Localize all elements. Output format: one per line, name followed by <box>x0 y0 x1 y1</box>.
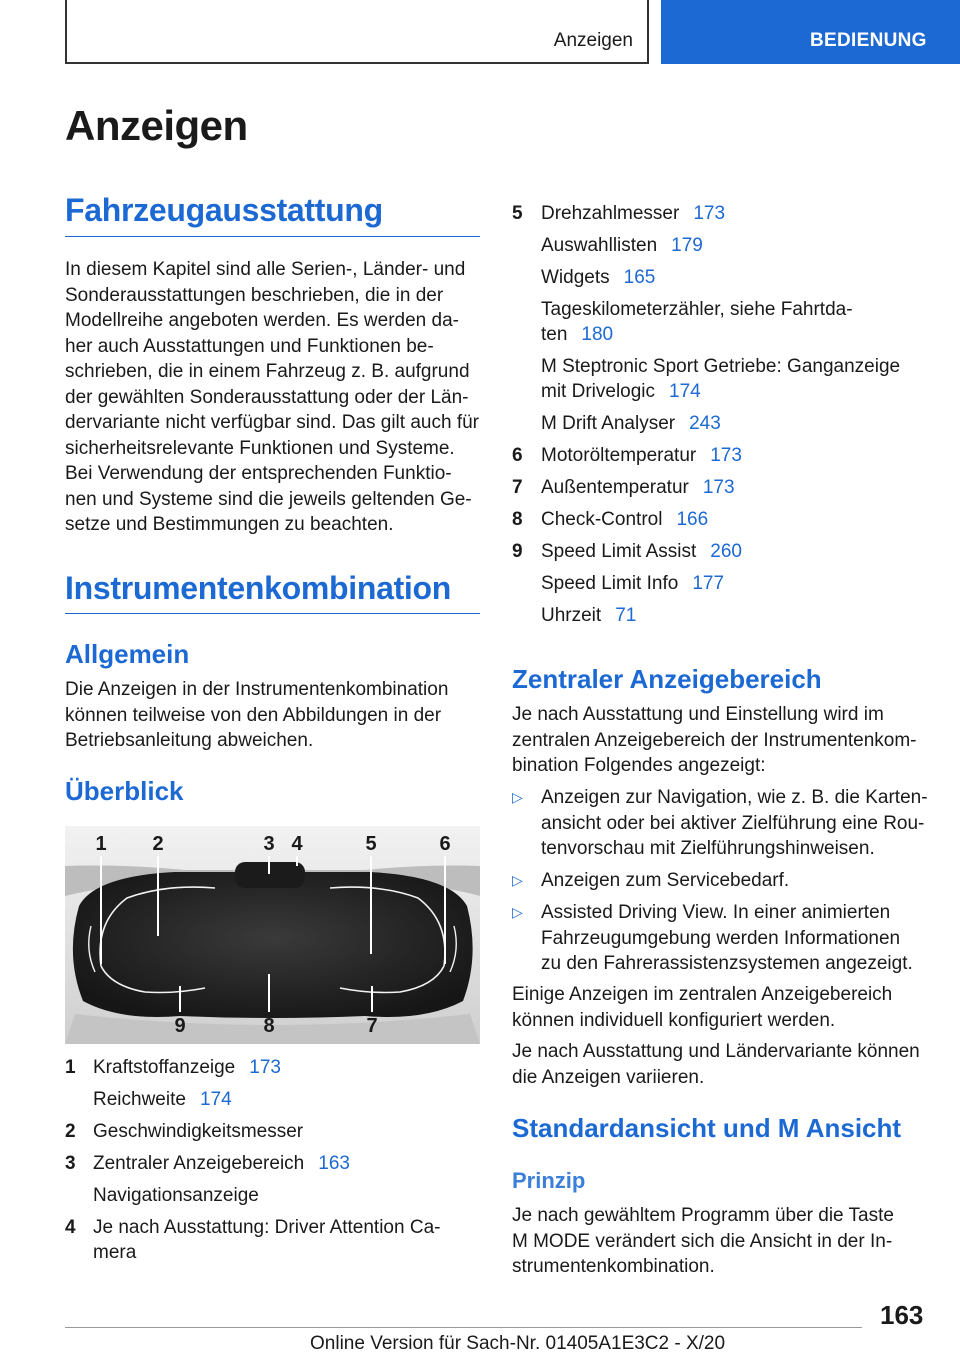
page-ref-link[interactable]: 163 <box>318 1153 350 1174</box>
legend-item: 7 Außentemperatur 173 <box>512 477 735 498</box>
legend-item: Tageskilometerzähler, siehe Fahrtda‐ <box>541 299 853 320</box>
page-ref-link[interactable]: 165 <box>623 267 656 288</box>
zentral-intro: Je nach Ausstattung und Einstellung wird im zentralen Anzeigebereich der Instrumentenkom‐ bination Folgendes angezeigt: <box>512 704 917 776</box>
page-title: Anzeigen <box>65 102 248 149</box>
heading-rule <box>65 613 480 614</box>
instrument-cluster-illustration <box>65 826 480 1044</box>
heading-fahrzeugausstattung: Fahrzeugausstattung <box>65 192 383 228</box>
triangle-bullet-icon: ▷ <box>512 904 523 920</box>
legend-item: 2 Geschwindigkeitsmesser <box>65 1121 304 1142</box>
legend-item: 1 Kraftstoffanzeige 173 <box>65 1057 281 1078</box>
triangle-bullet-icon: ▷ <box>512 872 523 888</box>
legend-item: M Steptronic Sport Getriebe: Ganganzeige <box>541 356 901 377</box>
triangle-bullet-icon: ▷ <box>512 789 523 805</box>
legend-item: mera <box>93 1242 137 1263</box>
page-ref-link[interactable]: 174 <box>199 1089 232 1110</box>
callout-3: 3 <box>263 833 275 855</box>
heading-standardansicht: Standardansicht und M Ansicht <box>512 1113 902 1143</box>
callout-2: 2 <box>152 833 164 855</box>
heading-allgemein: Allgemein <box>65 639 190 669</box>
legend-item: M Drift Analyser 243 <box>541 413 721 434</box>
page-ref-link[interactable]: 260 <box>710 541 742 562</box>
legend-item: ten 180 <box>541 324 614 345</box>
instrument-cluster-figure <box>65 826 480 1044</box>
page-ref-link[interactable]: 173 <box>249 1057 281 1078</box>
running-header <box>65 0 649 64</box>
legend-item: 9 Speed Limit Assist 260 <box>512 541 742 562</box>
page-ref-link[interactable]: 173 <box>693 203 726 224</box>
legend-item: Navigationsanzeige <box>93 1185 259 1206</box>
callout-6: 6 <box>439 833 451 855</box>
legend-item: mit Drivelogic 174 <box>541 381 701 402</box>
heading-zentraler-anzeigebereich: Zentraler Anzeigebereich <box>512 664 822 694</box>
legend-item: 6 Motoröltemperatur 173 <box>512 445 742 466</box>
legend-item: 3 Zentraler Anzeigebereich 163 <box>65 1153 350 1174</box>
page-ref-link[interactable]: 71 <box>615 605 637 626</box>
legend-item: Uhrzeit 71 <box>541 605 637 626</box>
heading-instrumentenkombination: Instrumentenkombination <box>65 570 452 606</box>
heading-rule <box>65 236 480 237</box>
bullet-item: ▷ Assisted Driving View. In einer animierten Fahrzeugumgebung werden Informationen zu den Fahrerassistenzsystemen angezeigt. <box>512 902 913 974</box>
legend-item: Widgets 165 <box>541 267 656 288</box>
callout-9: 9 <box>174 1015 186 1037</box>
zentral-outro-2: Je nach Ausstattung und Ländervariante können die Anzeigen variieren. <box>512 1041 920 1088</box>
footer-rule <box>65 1327 862 1328</box>
prinzip-paragraph: Je nach gewähltem Programm über die Taste M MODE verändert sich die Ansicht in der In‐ strumentenkombination. <box>512 1205 894 1277</box>
bullet-item: ▷ Anzeigen zur Navigation, wie z. B. die Karten‐ ansicht oder bei aktiver Zielführung eine Rou‐ tenvorschau mit Zielführungshinweisen. <box>512 787 928 859</box>
fahrzeug-paragraph: In diesem Kapitel sind alle Serien-, Länder- und Sonderausstattungen beschrieben, die in der Modellreihe angeboten werden. Es werden da‐ her auch Ausstattungen und Funktionen be‐ schrieben, die in einem Fahrzeug z. B. aufgrund der gewählten Sonderausstattung oder der Län‐ dervariante nicht verfügbar sind. Das gilt auch für sicherheitsrelevante Funktionen und Systeme. Bei Verwendung der entsprechenden Funktio‐ nen und Systeme sind die jeweils geltenden Ge‐ setze und Bestimmungen zu beachten. <box>65 259 479 535</box>
page-ref-link[interactable]: 166 <box>676 509 709 530</box>
legend-item: Auswahllisten 179 <box>541 235 703 256</box>
bullet-item: ▷ Anzeigen zum Servicebedarf. <box>512 868 942 894</box>
page-ref-link[interactable]: 180 <box>581 324 614 345</box>
legend-item: 8 Check-Control 166 <box>512 509 709 530</box>
callout-5: 5 <box>365 833 377 855</box>
legend-item: Speed Limit Info 177 <box>541 573 725 594</box>
legend-item: 4 Je nach Ausstattung: Driver Attention Ca‐ <box>65 1217 441 1238</box>
heading-ueberblick: Überblick <box>65 776 184 806</box>
legend-item: Reichweite 174 <box>93 1089 232 1110</box>
callout-8: 8 <box>263 1015 275 1037</box>
page-ref-link[interactable]: 173 <box>702 477 735 498</box>
callout-4: 4 <box>291 833 303 855</box>
page-ref-link[interactable]: 177 <box>692 573 725 594</box>
online-version-note: Online Version für Sach-Nr. 01405A1E3C2 - X/20 <box>310 1333 726 1354</box>
zentral-outro-1: Einige Anzeigen im zentralen Anzeigebereich können individuell konfiguriert werden. <box>512 984 893 1031</box>
callout-1: 1 <box>95 833 107 855</box>
legend-item: 5 Drehzahlmesser 173 <box>512 203 726 224</box>
page-ref-link[interactable]: 173 <box>710 445 742 466</box>
allgemein-paragraph: Die Anzeigen in der Instrumentenkombination können teilweise von den Abbildungen in der Betriebsanleitung abweichen. <box>65 679 449 751</box>
heading-prinzip: Prinzip <box>512 1168 586 1193</box>
chapter-tab[interactable]: BEDIENUNG <box>661 0 960 64</box>
page-number: 163 <box>880 1300 924 1330</box>
page-ref-link[interactable]: 174 <box>669 381 701 402</box>
page-ref-link[interactable]: 243 <box>689 413 721 434</box>
page-ref-link[interactable]: 179 <box>671 235 703 256</box>
running-header-section: Anzeigen <box>553 30 633 51</box>
callout-7: 7 <box>366 1015 378 1037</box>
